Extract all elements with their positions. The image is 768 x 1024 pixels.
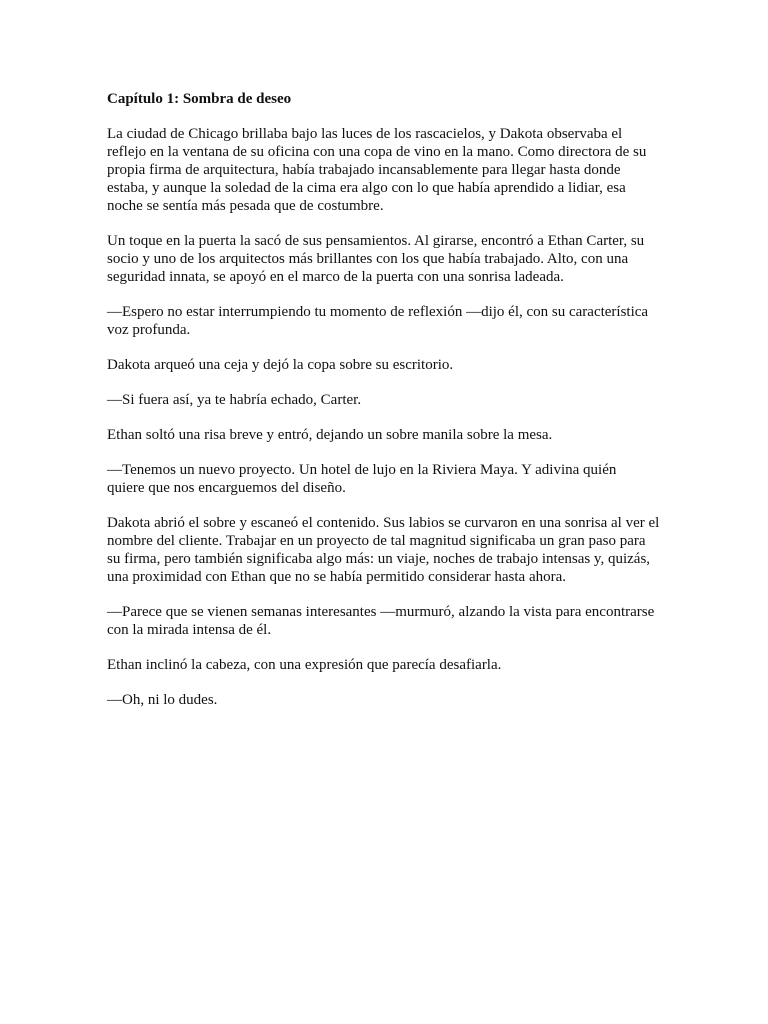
chapter-title: Capítulo 1: Sombra de deseo bbox=[107, 91, 292, 107]
paragraph-line: socio y uno de los arquitectos más brillantes con los que había trabajado. Alto, con una bbox=[107, 251, 629, 267]
paragraph bbox=[107, 656, 668, 674]
paragraph-line: quiere que nos encarguemos del diseño. bbox=[107, 480, 346, 496]
document-body bbox=[107, 125, 668, 709]
paragraph-line: voz profunda. bbox=[107, 322, 191, 338]
paragraph-line: una proximidad con Ethan que no se había permitido considerar hasta ahora. bbox=[107, 569, 567, 585]
paragraph-line: estaba, y aunque la soledad de la cima era algo con lo que había aprendido a lidiar, esa bbox=[107, 180, 626, 196]
paragraph-line: Ethan inclinó la cabeza, con una expresión que parecía desafiarla. bbox=[107, 657, 502, 673]
paragraph-line: —Oh, ni lo dudes. bbox=[107, 692, 218, 708]
paragraph bbox=[107, 514, 668, 586]
paragraph-line: —Si fuera así, ya te habría echado, Carter. bbox=[107, 392, 362, 408]
paragraph-line: La ciudad de Chicago brillaba bajo las luces de los rascacielos, y Dakota observaba el bbox=[107, 126, 623, 142]
paragraph-line: seguridad innata, se apoyó en el marco de la puerta con una sonrisa ladeada. bbox=[107, 269, 564, 285]
paragraph bbox=[107, 603, 668, 639]
paragraph-line: —Tenemos un nuevo proyecto. Un hotel de lujo en la Riviera Maya. Y adivina quién bbox=[107, 462, 617, 478]
paragraph-line: Dakota arqueó una ceja y dejó la copa sobre su escritorio. bbox=[107, 357, 454, 373]
paragraph bbox=[107, 125, 668, 215]
paragraph bbox=[107, 691, 668, 709]
paragraph-line: Ethan soltó una risa breve y entró, dejando un sobre manila sobre la mesa. bbox=[107, 427, 553, 443]
paragraph bbox=[107, 356, 668, 374]
paragraph-line: Dakota abrió el sobre y escaneó el contenido. Sus labios se curvaron en una sonrisa al ver el bbox=[107, 515, 660, 531]
paragraph-line: su firma, pero también significaba algo más: un viaje, noches de trabajo intensas y, quizás, bbox=[107, 551, 651, 567]
paragraph bbox=[107, 303, 668, 339]
paragraph bbox=[107, 426, 668, 444]
paragraph-line: Un toque en la puerta la sacó de sus pensamientos. Al girarse, encontró a Ethan Carter, su bbox=[107, 233, 645, 249]
paragraph bbox=[107, 232, 668, 286]
paragraph-line: noche se sentía más pesada que de costumbre. bbox=[107, 198, 384, 214]
paragraph-line: reflejo en la ventana de su oficina con una copa de vino en la mano. Como directora de su bbox=[107, 144, 647, 160]
paragraph bbox=[107, 461, 668, 497]
paragraph-line: —Espero no estar interrumpiendo tu momento de reflexión —dijo él, con su característica bbox=[107, 304, 649, 320]
paragraph-line: con la mirada intensa de él. bbox=[107, 622, 272, 638]
paragraph bbox=[107, 391, 668, 409]
paragraph-line: nombre del cliente. Trabajar en un proyecto de tal magnitud significaba un gran paso para bbox=[107, 533, 646, 549]
paragraph-line: propia firma de arquitectura, había trabajado incansablemente para llegar hasta donde bbox=[107, 162, 621, 178]
paragraph-line: —Parece que se vienen semanas interesantes —murmuró, alzando la vista para encontrarse bbox=[107, 604, 655, 620]
